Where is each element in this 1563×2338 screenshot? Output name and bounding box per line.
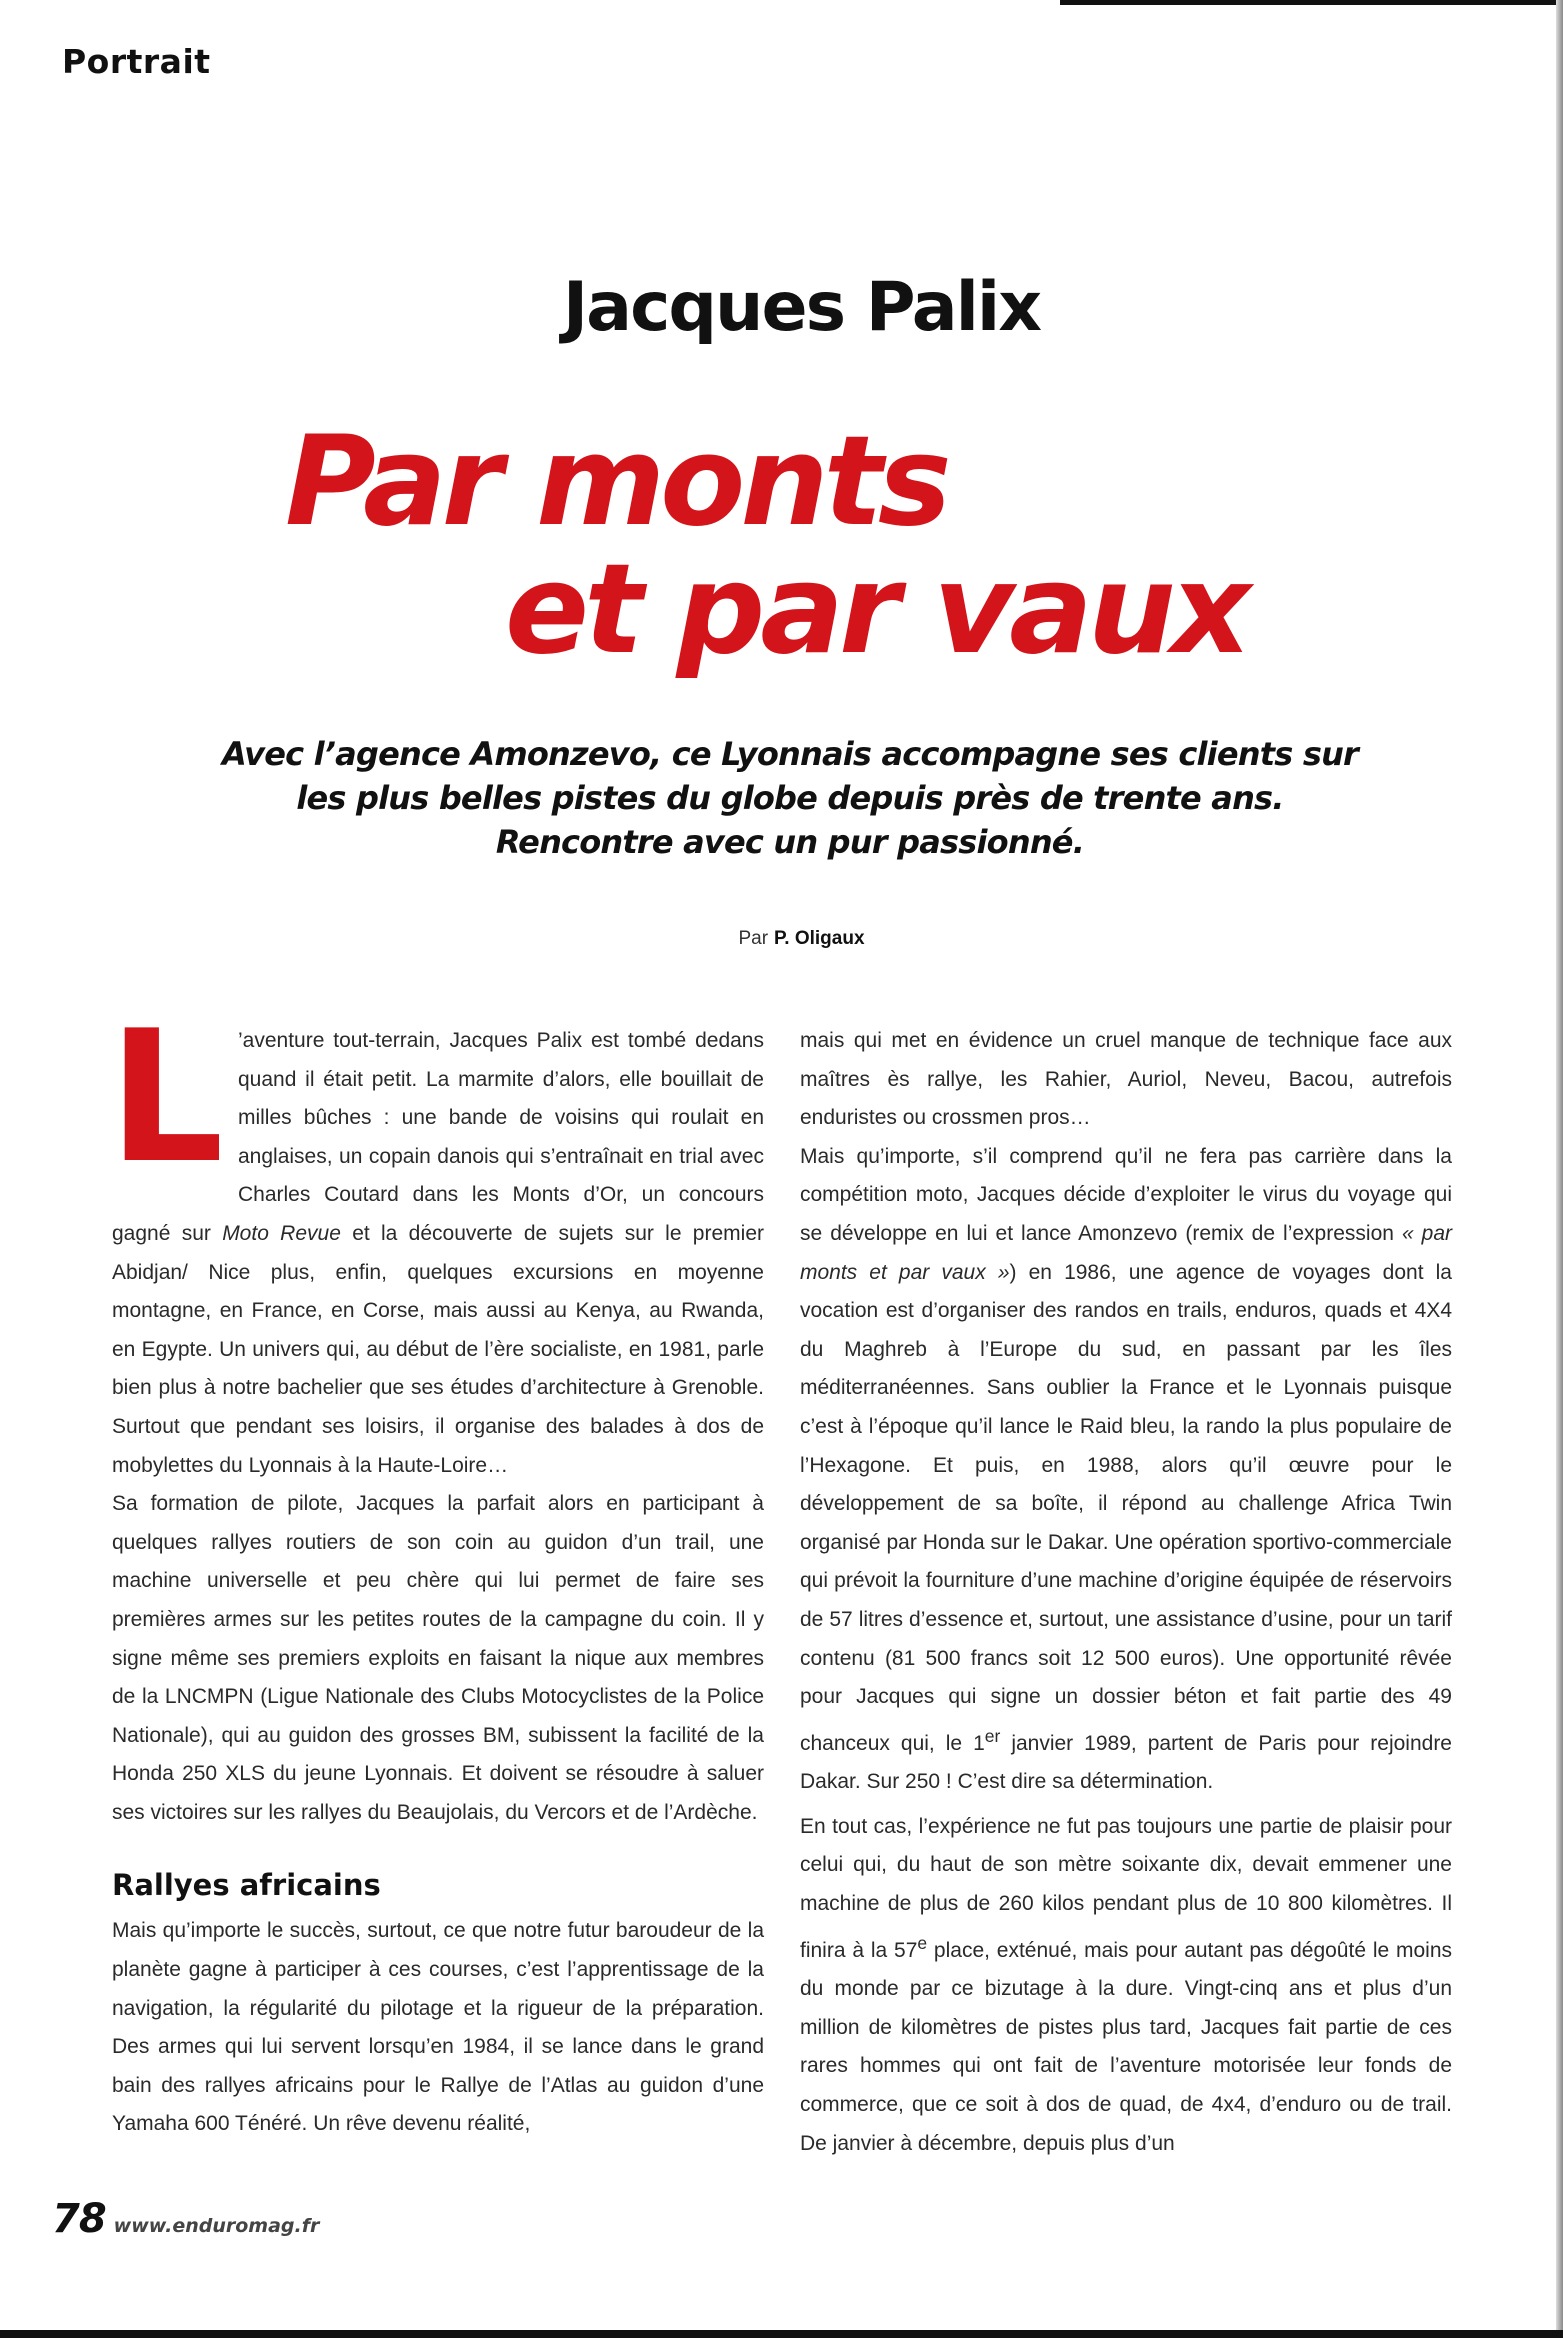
magazine-title: Moto Revue <box>222 1221 341 1245</box>
column-right <box>800 1022 1452 2163</box>
subheading: Rallyes africains <box>112 1868 381 1903</box>
date-day: 1 <box>973 1731 985 1755</box>
finish-place: 57 <box>894 1938 918 1962</box>
paragraph-6 <box>800 1808 1452 2163</box>
scan-edge-top <box>1060 0 1563 5</box>
paragraph-2: Sa formation de pilote, Jacques la parfait alors en participant à quelques rallyes routiers de son coin au guidon d’un trail, une machine universelle et peu chère qui lui permet de faire ses premières armes sur les petites routes de la campagne du coin. Il y signe même ses premiers exploits en faisant la nique aux membres de la LNCMPN (Ligue Nationale des Clubs Motocyclistes de la Police Nationale), qui au guidon des grosses BM, subissent la facilité de la Honda 250 XLS du jeune Lyonnais. Et doivent se résoudre à saluer ses victoires sur les rallyes du Beaujolais, du Vercors et de l’Ardèche. <box>112 1492 764 1824</box>
paragraph-1-text: ’aventure tout-terrain, Jacques Palix est tombé dedans quand il était petit. La marmite d’alors, elle bouillait de milles bûches : une bande de voisins qui roulait en anglaises, un copain danois qui s’entraînait en trial avec Charles Coutard dans les Monts d’Or, un concours gagné sur <box>112 1029 764 1245</box>
paragraph-1 <box>108 991 764 1485</box>
date-ordinal: er <box>984 1725 1001 1746</box>
standfirst-line-2: les plus belles pistes du globe depuis près de trente ans. <box>296 779 1284 817</box>
byline <box>0 928 1563 950</box>
byline-prefix: Par <box>738 928 769 949</box>
standfirst <box>180 732 1400 864</box>
headline-line-1: Par monts <box>285 410 947 554</box>
finish-place-ordinal: e <box>917 1932 928 1953</box>
scan-edge-bottom <box>0 2330 1563 2338</box>
section-rubric: Portrait <box>62 42 211 81</box>
paragraph-1-end: et la découverte de sujets sur le premier Abidjan/ Nice plus, enfin, quelques excursions en moyenne montagne, en France, en Corse, mais aussi au Kenya, au Rwanda, en Egypte. Un univers qui, au début de l’ère socialiste, en 1981, parle bien plus à notre bachelier que ses études d’architecture à Grenoble. Surtout que pendant ses loisirs, il organise des balades à dos de mobylettes du Lyonnais à la Haute-Loire… <box>112 1221 764 1477</box>
standfirst-line-3: Rencontre avec un pur passionné. <box>495 823 1085 861</box>
website-url: www.enduromag.fr <box>113 2215 320 2237</box>
paragraph-5-mid: ) en 1986, une agence de voyages dont la vocation est d’organiser des randos en trails, enduros, quads et 4X4 du Maghreb à l’Europe du sud, en passant par les îles méditerranéennes. Sans oublier la France et le Lyonnais puisque c’est à l’époque qu’il lance le Raid bleu, la rando la plus populaire de l’Hexagone. Et puis, en 1988, alors qu’il œuvre pour le développement de sa boîte, il répond au challenge Africa Twin organisé par Honda sur le Dakar. Une opération sportivo-commerciale qui prévoit la fourniture d’une machine d’origine équipée de réservoirs de 57 litres d’essence et, surtout, une assistance d’usine, pour un tarif contenu (81 500 francs soit 12 500 euros). Une opportunité rêvée pour Jacques qui signe un dossier béton et fait partie des 49 chanceux qui, le <box>800 1260 1452 1755</box>
page-number: 78 <box>52 2196 106 2242</box>
scan-edge-right <box>1556 0 1563 2338</box>
standfirst-line-1: Avec l’agence Amonzevo, ce Lyonnais accompagne ses clients sur <box>221 735 1359 773</box>
article-headline <box>285 410 1335 682</box>
paragraph-6-end: place, exténué, mais pour autant pas dégoûté le moins du monde par ce bizutage à la dure. Vingt-cinq ans et plus d’un million de kilomètres de pistes plus tard, Jacques fait partie de ces rares hommes qui ont fait de l’aventure motorisée leur fonds de commerce, que ce soit à dos de quad, de 4x4, d’enduro ou de trail. De janvier à décembre, depuis plus d’un <box>800 1938 1453 2155</box>
drop-cap: L <box>108 991 224 1203</box>
headline-line-2: et par vaux <box>505 538 1247 682</box>
paragraph-5 <box>800 1138 1452 1802</box>
paragraph-5-tail: janvier 1989, partent de Paris pour rejoindre Dakar. Sur 250 ! C’est dire sa détermination. <box>800 1731 1452 1794</box>
page-footer <box>52 2196 319 2242</box>
expression-quote: « par monts et par vaux » <box>800 1221 1452 1284</box>
paragraph-4: mais qui met en évidence un cruel manque de technique face aux maîtres ès rallye, les Rahier, Auriol, Neveu, Bacou, autrefois enduristes ou crossmen pros… <box>800 1029 1452 1130</box>
article-subject-name: Jacques Palix <box>562 268 1041 347</box>
paragraph-6-text: En tout cas, l’expérience ne fut pas toujours une partie de plaisir pour celui qui, du haut de son mètre soixante dix, devait emmener une machine de plus de 260 kilos pendant plus de 10 800 kilomètres. Il finira à la <box>800 1814 1452 1962</box>
paragraph-5-text: Mais qu’importe, s’il comprend qu’il ne fera pas carrière dans la compétition moto, Jacques décide d’exploiter le virus du voyage qui se développe en lui et lance Amonzevo (remix de l’expression <box>800 1144 1452 1245</box>
byline-author: P. Oligaux <box>774 928 865 949</box>
column-left <box>108 991 764 2144</box>
paragraph-3: Mais qu’importe le succès, surtout, ce que notre futur baroudeur de la planète gagne à participer à ces courses, c’est l’apprentissage de la navigation, la régularité du pilotage et la rigueur de la préparation. Des armes qui lui servent lorsqu’en 1984, il se lance dans le grand bain des rallyes africains pour le Rallye de l’Atlas au guidon d’une Yamaha 600 Ténéré. Un rêve devenu réalité, <box>112 1919 764 2136</box>
